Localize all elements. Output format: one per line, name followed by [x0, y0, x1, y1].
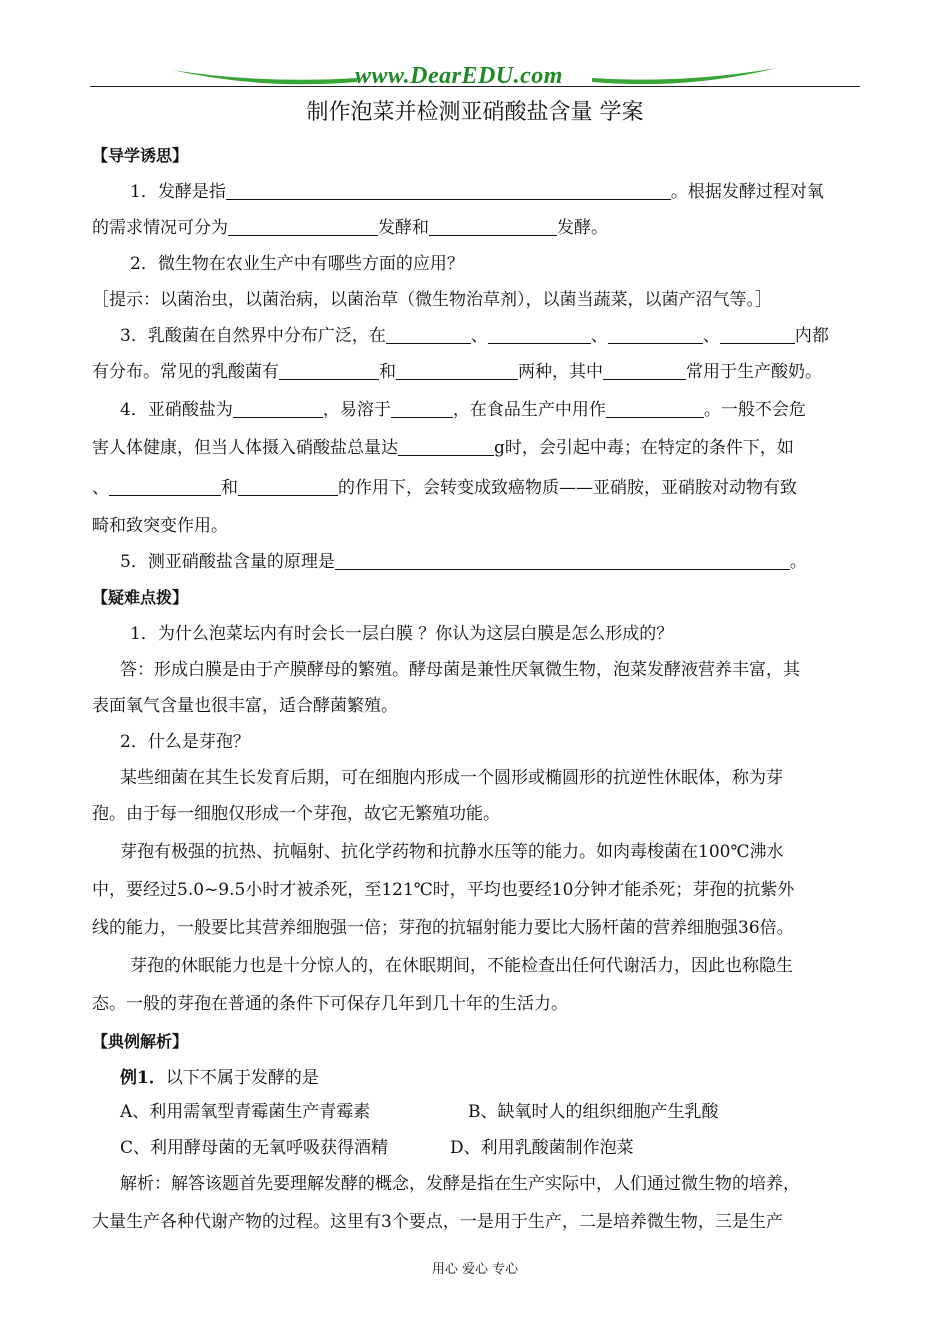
q3-text-f: 常用于生产酸奶。 — [686, 362, 822, 382]
d1-question: 1．为什么泡菜坛内有时会长一层白膜 ？你认为这层白膜是怎么形成的？ — [130, 624, 674, 644]
q4-text-b: ，易溶于 — [322, 400, 391, 420]
q1-text-d: 发酵和 — [378, 218, 429, 238]
q4-text-g: 、 — [92, 478, 109, 498]
example1-question — [120, 1066, 319, 1090]
separator: 、 — [702, 326, 720, 346]
fill-blank — [396, 361, 518, 380]
fill-blank — [608, 325, 703, 344]
example1-explanation-line2: 大量生产各种代谢产物的过程。这里有3个要点，一是用于生产，二是培养微生物，三是生产 — [92, 1212, 783, 1232]
q1-line2 — [92, 216, 608, 240]
d2-p3-line2: 态。一般的芽孢在普通的条件下可保存几年到几十年的生活力。 — [92, 994, 568, 1014]
fill-blank — [226, 181, 671, 200]
d2-p2-line3: 线的能力，一般要比其营养细胞强一倍；芽孢的抗辐射能力要比大肠杆菌的营养细胞强36倍。 — [92, 918, 794, 938]
q1-line1 — [130, 180, 824, 204]
q3-text-c: 有分布。常见的乳酸菌有 — [92, 362, 279, 382]
q1-text-c: 的需求情况可分为 — [92, 218, 228, 238]
q4-text-i: 的作用下，会转变成致癌物质——亚硝胺，亚硝胺对动物有致 — [338, 478, 797, 498]
example1-text: 以下不属于发酵的是 — [165, 1068, 319, 1088]
fill-blank — [720, 325, 795, 344]
q4-text-d: 。一般不会危 — [703, 400, 806, 420]
fill-blank — [391, 399, 453, 418]
fill-blank — [386, 325, 471, 344]
separator: 、 — [470, 326, 488, 346]
q4-text-e: 害人体健康，但当人体摄入硝酸盐总量达 — [92, 438, 398, 458]
fill-blank — [228, 217, 378, 236]
q4-text-h: 和 — [221, 478, 238, 498]
example1-option-b: B、缺氧时人的组织细胞产生乳酸 — [468, 1102, 719, 1122]
q4-line2 — [92, 436, 794, 460]
fill-blank — [429, 217, 557, 236]
d2-p2-line2: 中，要经过5.0~9.5小时才被杀死，至121℃时，平均也要经10分钟才能杀死；芽孢的抗紫外 — [92, 880, 795, 900]
d1-answer-line1: 答：形成白膜是由于产膜酵母的繁殖。酵母菌是兼性厌氧微生物，泡菜发酵液营养丰富，其 — [120, 660, 800, 680]
q2-question: 2．微生物在农业生产中有哪些方面的应用？ — [130, 254, 464, 274]
header-rule — [90, 86, 860, 87]
fill-blank — [606, 399, 704, 418]
q4-text-a: 4．亚硝酸盐为 — [120, 400, 233, 420]
q3-text-b: 内都 — [794, 326, 829, 346]
q1-text-e: 发酵。 — [557, 218, 608, 238]
q3-text-a: 3．乳酸菌在自然界中分布广泛，在 — [120, 326, 386, 346]
fill-blank — [279, 361, 379, 380]
fill-blank — [398, 437, 494, 456]
example1-option-a: A、利用需氧型青霉菌生产青霉素 — [120, 1102, 371, 1122]
q1-text-b: 。根据发酵过程对氧 — [670, 182, 824, 202]
q4-text-f: g时，会引起中毒；在特定的条件下，如 — [494, 438, 794, 458]
example1-explanation-line1: 解析：解答该题首先要理解发酵的概念，发酵是指在生产实际中，人们通过微生物的培养， — [120, 1174, 800, 1194]
d1-answer-line2: 表面氧气含量也很丰富，适合酵菌繁殖。 — [92, 696, 398, 716]
section-heading-guide: 【导学诱思】 — [92, 146, 189, 165]
fill-blank — [238, 477, 338, 496]
q4-text-c: ，在食品生产中用作 — [452, 400, 606, 420]
q3-text-d: 和 — [379, 362, 396, 382]
d2-p3-line1: 芽孢的休眠能力也是十分惊人的，在休眠期间，不能检查出任何代谢活力，因此也称隐生 — [130, 956, 793, 976]
q4-line4: 畸和致突变作用。 — [92, 516, 228, 536]
q3-text-e: 两种，其中 — [518, 362, 603, 382]
fill-blank — [109, 477, 221, 496]
q4-line1 — [120, 398, 806, 422]
q5-text-b: 。 — [789, 552, 807, 572]
q1-text-a: 1．发酵是指 — [130, 182, 226, 202]
q5-text-a: 5．测亚硝酸盐含量的原理是 — [120, 552, 335, 572]
d2-p1-line2: 孢。由于每一细胞仅形成一个芽孢，故它无繁殖功能。 — [92, 804, 500, 824]
example1-option-d: D、利用乳酸菌制作泡菜 — [450, 1138, 634, 1158]
site-logo-text[interactable]: www.DearEDU.com — [355, 63, 563, 89]
q3-line2 — [92, 360, 822, 384]
q4-line3 — [92, 476, 797, 500]
fill-blank — [603, 361, 686, 380]
page-title: 制作泡菜并检测亚硝酸盐含量 学案 — [306, 100, 644, 125]
separator: 、 — [590, 326, 608, 346]
d2-p1-line1: 某些细菌在其生长发育后期，可在细胞内形成一个圆形或椭圆形的抗逆性休眠体，称为芽 — [120, 768, 783, 788]
fill-blank — [488, 325, 591, 344]
d2-question: 2．什么是芽孢？ — [120, 732, 250, 752]
section-heading-difficulty: 【疑难点拨】 — [92, 588, 189, 607]
d2-p2-line1: 芽孢有极强的抗热、抗幅射、抗化学药物和抗静水压等的能力。如肉毒梭菌在100℃沸水 — [120, 842, 784, 862]
example1-option-c: C、利用酵母菌的无氧呼吸获得酒精 — [120, 1138, 389, 1158]
example1-label: 例1． — [120, 1068, 166, 1088]
fill-blank — [233, 399, 323, 418]
q2-hint: ［提示：以菌治虫，以菌治病，以菌治草（微生物治草剂），以菌当蔬菜，以菌产沼气等。］ — [92, 290, 772, 310]
fill-blank — [335, 551, 790, 570]
page-footer: 用心 爱心 专心 — [431, 1262, 519, 1277]
q5-line — [120, 550, 807, 574]
q3-line1 — [120, 324, 829, 348]
section-heading-examples: 【典例解析】 — [92, 1032, 189, 1051]
